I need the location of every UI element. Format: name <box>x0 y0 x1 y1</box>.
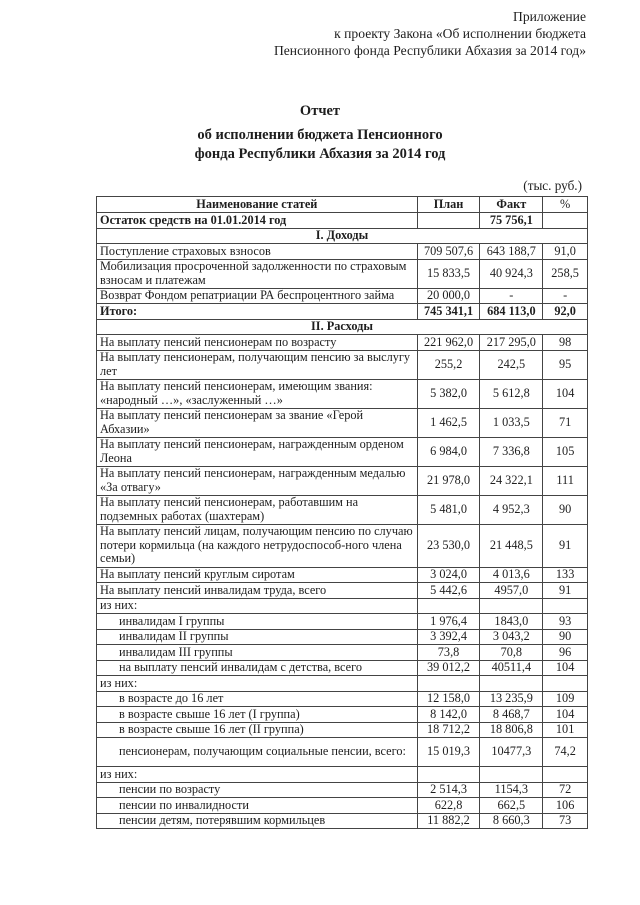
table-row <box>97 782 588 798</box>
cell-percent: 91 <box>543 524 588 567</box>
cell-percent: 104 <box>543 660 588 676</box>
cell-name: На выплату пенсий пенсионерам, работавшим на подземных работах (шахтерам) <box>97 495 418 524</box>
cell-plan: 3 024,0 <box>417 567 480 583</box>
cell-fact <box>480 676 543 692</box>
cell-name: в возрасте свыше 16 лет (I группа) <box>97 707 418 723</box>
cell-fact: 5 612,8 <box>480 379 543 408</box>
cell-name: На выплату пенсий пенсионерам, награжденным орденом Леона <box>97 437 418 466</box>
cell-percent: 72 <box>543 782 588 798</box>
cell-percent <box>543 676 588 692</box>
cell-fact: 1154,3 <box>480 782 543 798</box>
cell-name: На выплату пенсий пенсионерам, имеющим звания: «народный …», «заслуженный …» <box>97 379 418 408</box>
table-row <box>97 288 588 304</box>
table-row <box>97 583 588 599</box>
cell-fact: 1 033,5 <box>480 408 543 437</box>
table-row <box>97 676 588 692</box>
cell-plan: 2 514,3 <box>417 782 480 798</box>
cell-percent: 91,0 <box>543 244 588 260</box>
table-row <box>97 738 588 767</box>
cell-fact <box>480 598 543 614</box>
cell-plan: 15 019,3 <box>417 738 480 767</box>
cell-percent: 109 <box>543 691 588 707</box>
cell-name: в возрасте до 16 лет <box>97 691 418 707</box>
cell-percent: 96 <box>543 645 588 661</box>
table-row <box>97 408 588 437</box>
cell-plan: 21 978,0 <box>417 466 480 495</box>
cell-plan: 12 158,0 <box>417 691 480 707</box>
cell-fact: - <box>480 288 543 304</box>
cell-name: инвалидам I группы <box>97 614 418 630</box>
table-row <box>97 567 588 583</box>
cell-percent: 106 <box>543 798 588 814</box>
cell-plan: 255,2 <box>417 350 480 379</box>
cell-percent: 90 <box>543 495 588 524</box>
cell-plan: 15 833,5 <box>417 259 480 288</box>
cell-percent: 90 <box>543 629 588 645</box>
report-subtitle-line-1: об исполнении бюджета Пенсионного <box>197 127 443 143</box>
cell-plan: 5 442,6 <box>417 583 480 599</box>
cell-fact: 4 952,3 <box>480 495 543 524</box>
table-header-row <box>97 197 588 213</box>
cell-fact: 21 448,5 <box>480 524 543 567</box>
cell-plan: 11 882,2 <box>417 813 480 829</box>
appendix-line-1: Приложение <box>513 9 586 24</box>
cell-percent: - <box>543 288 588 304</box>
cell-percent: 74,2 <box>543 738 588 767</box>
table-row <box>97 598 588 614</box>
table-row <box>97 660 588 676</box>
cell-percent: 71 <box>543 408 588 437</box>
cell-name: пенсии детям, потерявшим кормильцев <box>97 813 418 829</box>
cell-plan: 709 507,6 <box>417 244 480 260</box>
cell-plan <box>417 213 480 229</box>
table-row <box>97 350 588 379</box>
cell-fact: 4957,0 <box>480 583 543 599</box>
cell-plan: 8 142,0 <box>417 707 480 723</box>
cell-name: На выплату пенсий пенсионерам за звание «Герой Абхазии» <box>97 408 418 437</box>
cell-name: Возврат Фондом репатриации РА беспроцентного займа <box>97 288 418 304</box>
table-row <box>97 691 588 707</box>
cell-fact: 24 322,1 <box>480 466 543 495</box>
cell-percent <box>543 598 588 614</box>
table-row <box>97 244 588 260</box>
cell-fact: 4 013,6 <box>480 567 543 583</box>
cell-name: в возрасте свыше 16 лет (II группа) <box>97 722 418 738</box>
cell-name: пенсии по инвалидности <box>97 798 418 814</box>
cell-fact: 662,5 <box>480 798 543 814</box>
table-row <box>97 524 588 567</box>
cell-name: На выплату пенсий пенсионерам, награжденным медалью «За отвагу» <box>97 466 418 495</box>
cell-name: На выплату пенсий лицам, получающим пенсию по случаю потери кормильца (на каждого нетрудоспособ-ного члена семьи) <box>97 524 418 567</box>
cell-plan: 39 012,2 <box>417 660 480 676</box>
income-section-row <box>97 228 588 244</box>
appendix-line-2: к проекту Закона «Об исполнении бюджета <box>334 26 586 41</box>
cell-fact: 13 235,9 <box>480 691 543 707</box>
income-section-title: I. Доходы <box>97 228 588 244</box>
cell-percent: 92,0 <box>543 304 588 320</box>
cell-name: Итого: <box>97 304 418 320</box>
cell-fact: 684 113,0 <box>480 304 543 320</box>
header-plan: План <box>417 197 480 213</box>
cell-plan: 3 392,4 <box>417 629 480 645</box>
table-row <box>97 495 588 524</box>
cell-name: из них: <box>97 767 418 783</box>
cell-name: пенсионерам, получающим социальные пенсии, всего: <box>97 738 418 767</box>
cell-plan: 18 712,2 <box>417 722 480 738</box>
cell-percent: 95 <box>543 350 588 379</box>
cell-percent: 111 <box>543 466 588 495</box>
cell-name: из них: <box>97 676 418 692</box>
cell-fact: 18 806,8 <box>480 722 543 738</box>
cell-percent: 101 <box>543 722 588 738</box>
cell-fact: 8 468,7 <box>480 707 543 723</box>
cell-name: Остаток средств на 01.01.2014 год <box>97 213 418 229</box>
cell-name: на выплату пенсий инвалидам с детства, всего <box>97 660 418 676</box>
appendix-note <box>274 8 586 59</box>
cell-fact: 1843,0 <box>480 614 543 630</box>
header-fact: Факт <box>480 197 543 213</box>
cell-percent: 104 <box>543 379 588 408</box>
income-total-row <box>97 304 588 320</box>
cell-fact: 10477,3 <box>480 738 543 767</box>
cell-name: На выплату пенсий пенсионерам по возрасту <box>97 335 418 351</box>
expense-section-title: II. Расходы <box>97 319 588 335</box>
cell-fact: 7 336,8 <box>480 437 543 466</box>
cell-fact: 3 043,2 <box>480 629 543 645</box>
table-row <box>97 722 588 738</box>
header-percent: % <box>543 197 588 213</box>
expense-section-row <box>97 319 588 335</box>
table-row <box>97 335 588 351</box>
cell-percent <box>543 213 588 229</box>
opening-balance-row <box>97 213 588 229</box>
cell-plan: 5 481,0 <box>417 495 480 524</box>
table-row <box>97 437 588 466</box>
table-row <box>97 614 588 630</box>
table-row <box>97 379 588 408</box>
table-row <box>97 629 588 645</box>
cell-name: На выплату пенсионерам, получающим пенсию за выслугу лет <box>97 350 418 379</box>
table-row <box>97 645 588 661</box>
table-row <box>97 767 588 783</box>
report-title: Отчет <box>299 103 341 119</box>
cell-fact: 40 924,3 <box>480 259 543 288</box>
cell-name: Поступление страховых взносов <box>97 244 418 260</box>
table-row <box>97 707 588 723</box>
cell-fact: 242,5 <box>480 350 543 379</box>
cell-plan: 20 000,0 <box>417 288 480 304</box>
cell-name: На выплату пенсий инвалидам труда, всего <box>97 583 418 599</box>
cell-name: пенсии по возрасту <box>97 782 418 798</box>
budget-table <box>96 196 588 829</box>
cell-percent: 93 <box>543 614 588 630</box>
cell-percent: 98 <box>543 335 588 351</box>
cell-plan <box>417 598 480 614</box>
cell-name: На выплату пенсий круглым сиротам <box>97 567 418 583</box>
cell-plan: 73,8 <box>417 645 480 661</box>
cell-plan: 221 962,0 <box>417 335 480 351</box>
cell-percent: 105 <box>543 437 588 466</box>
report-subtitle <box>0 126 640 164</box>
cell-plan: 23 530,0 <box>417 524 480 567</box>
cell-fact: 217 295,0 <box>480 335 543 351</box>
table-row <box>97 813 588 829</box>
cell-name: Мобилизация просроченной задолженности по страховым взносам и платежам <box>97 259 418 288</box>
cell-plan <box>417 767 480 783</box>
report-subtitle-line-2: фонда Республики Абхазия за 2014 год <box>194 146 446 162</box>
cell-fact <box>480 767 543 783</box>
cell-percent: 258,5 <box>543 259 588 288</box>
cell-percent: 104 <box>543 707 588 723</box>
cell-plan: 1 976,4 <box>417 614 480 630</box>
cell-fact: 70,8 <box>480 645 543 661</box>
cell-plan: 622,8 <box>417 798 480 814</box>
cell-percent: 73 <box>543 813 588 829</box>
cell-fact: 8 660,3 <box>480 813 543 829</box>
cell-percent <box>543 767 588 783</box>
cell-plan: 6 984,0 <box>417 437 480 466</box>
cell-percent: 133 <box>543 567 588 583</box>
appendix-line-3: Пенсионного фонда Республики Абхазия за 2014 год» <box>273 43 586 58</box>
cell-name: из них: <box>97 598 418 614</box>
table-row <box>97 466 588 495</box>
units-label: (тыс. руб.) <box>523 178 582 193</box>
cell-fact: 643 188,7 <box>480 244 543 260</box>
cell-plan: 745 341,1 <box>417 304 480 320</box>
header-name: Наименование статей <box>97 197 418 213</box>
cell-plan: 1 462,5 <box>417 408 480 437</box>
cell-fact: 75 756,1 <box>480 213 543 229</box>
table-row <box>97 259 588 288</box>
cell-name: инвалидам III группы <box>97 645 418 661</box>
table-row <box>97 798 588 814</box>
cell-percent: 91 <box>543 583 588 599</box>
cell-fact: 40511,4 <box>480 660 543 676</box>
cell-plan <box>417 676 480 692</box>
cell-name: инвалидам II группы <box>97 629 418 645</box>
cell-plan: 5 382,0 <box>417 379 480 408</box>
